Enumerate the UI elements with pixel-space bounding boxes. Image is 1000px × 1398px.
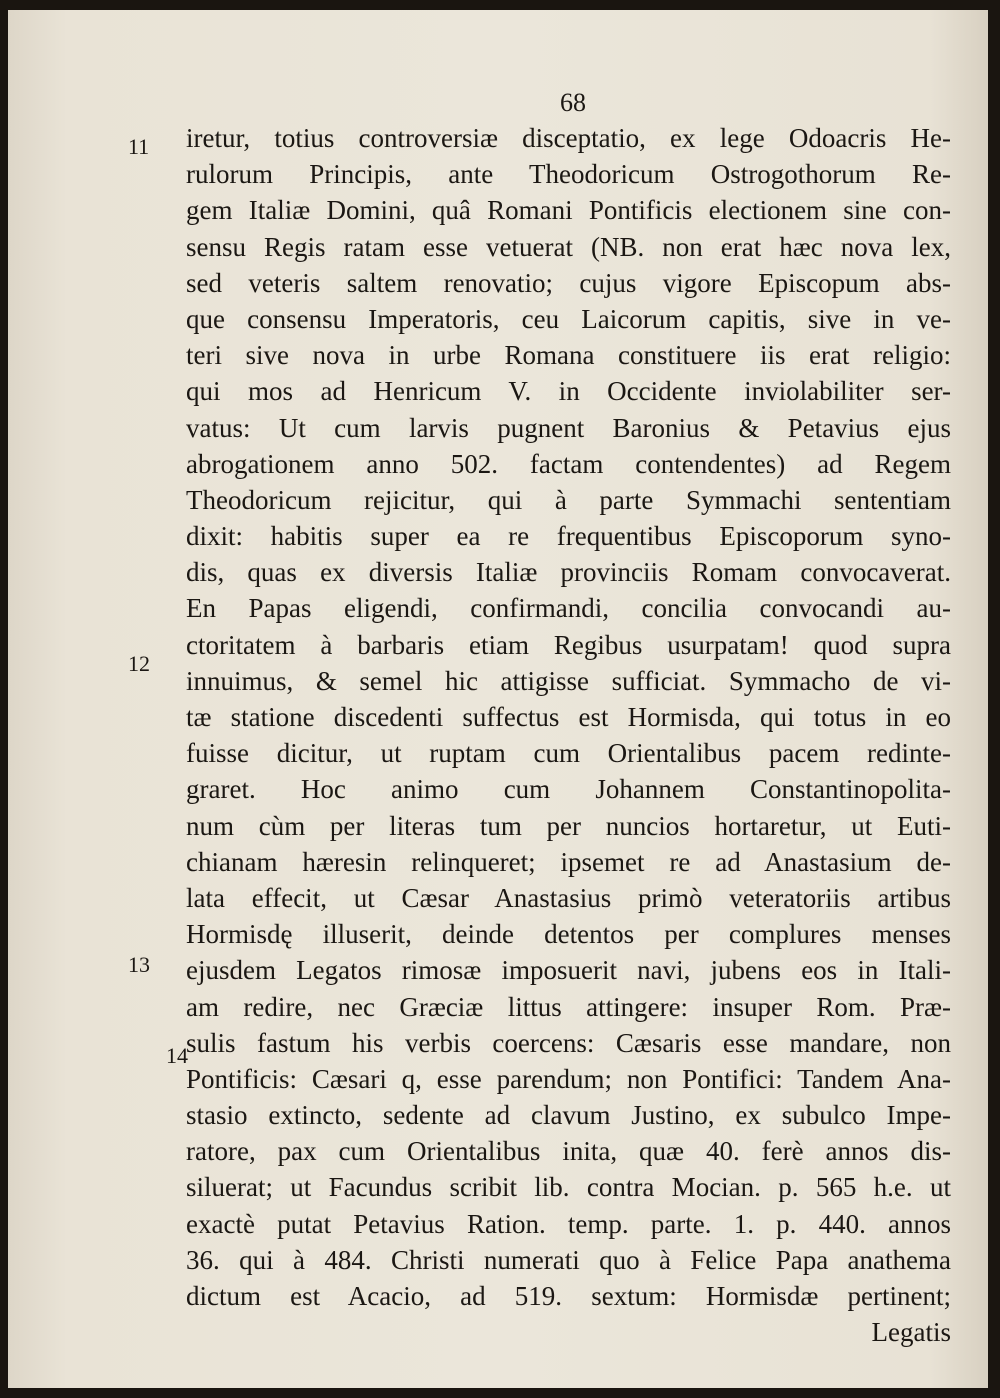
text-line: abrogationem anno 502. factam contendentes) ad Regem	[186, 448, 951, 479]
page-number: 68	[560, 88, 586, 117]
text-block	[186, 120, 951, 1350]
text-line: que consensu Imperatoris, ceu Laicorum capitis, sive in ve-	[186, 303, 951, 334]
text-line: sensu Regis ratam esse vetuerat (NB. non erat hæc nova lex,	[186, 231, 951, 262]
text-line: teri sive nova in urbe Romana constituere iis erat religio:	[186, 340, 951, 371]
text-line: ejusdem Legatos rimosæ imposuerit navi, jubens eos in Itali-	[186, 955, 951, 986]
text-line: dixit: habitis super ea re frequentibus Episcoporum syno-	[186, 521, 951, 552]
text-line: qui mos ad Henricum V. in Occidente inviolabiliter ser-	[186, 376, 951, 407]
book-page	[8, 10, 988, 1388]
margin-number: 11	[128, 134, 150, 159]
text-line: Pontificis: Cæsari q, esse parendum; non Pontifici: Tandem Ana-	[186, 1063, 951, 1094]
text-line: lata effecit, ut Cæsar Anastasius primò veteratoriis artibus	[186, 882, 951, 913]
text-line: sed veteris saltem renovatio; cujus vigore Episcopum abs-	[186, 267, 951, 298]
text-line: ctoritatem à barbaris etiam Regibus usurpatam! quod supra	[186, 629, 951, 660]
text-line: stasio extincto, sedente ad clavum Justino, ex subulco Impe-	[186, 1100, 951, 1131]
margin-number: 14	[166, 1043, 188, 1068]
text-line: dis, quas ex diversis Italiæ provinciis Romam convocaverat.	[186, 557, 951, 588]
text-line: am redire, nec Græciæ littus attingere: insuper Rom. Præ-	[186, 991, 951, 1022]
text-line: vatus: Ut cum larvis pugnent Baronius & Petavius ejus	[186, 412, 951, 443]
text-line: 36. qui à 484. Christi numerati quo à Felice Papa anathema	[186, 1244, 951, 1275]
text-line: fuisse dicitur, ut ruptam cum Orientalibus pacem redinte-	[186, 738, 951, 769]
margin-number: 12	[128, 651, 150, 676]
text-line: graret. Hoc animo cum Johannem Constantinopolita-	[186, 774, 951, 805]
text-line: num cùm per literas tum per nuncios hortaretur, ut Euti-	[186, 810, 951, 841]
text-line: dictum est Acacio, ad 519. sextum: Hormisdæ pertinent;	[186, 1281, 951, 1311]
text-line: exactè putat Petavius Ration. temp. parte. 1. p. 440. annos	[186, 1208, 951, 1239]
text-line: innuimus, & semel hic attigisse sufficiat. Symmacho de vi-	[186, 665, 951, 696]
text-line: Theodoricum rejicitur, qui à parte Symmachi sententiam	[186, 484, 951, 515]
text-line: siluerat; ut Facundus scribit lib. contra Mocian. p. 565 h.e. ut	[186, 1172, 951, 1203]
text-line: sulis fastum his verbis coercens: Cæsaris esse mandare, non	[186, 1027, 951, 1058]
text-line: En Papas eligendi, confirmandi, concilia convocandi au-	[186, 593, 951, 624]
margin-number: 13	[128, 952, 150, 977]
text-line: rulorum Principis, ante Theodoricum Ostrogothorum Re-	[186, 159, 951, 190]
catchword: Legatis	[871, 1317, 951, 1348]
text-line: iretur, totius controversiæ disceptatio, ex lege Odoacris He-	[186, 123, 951, 153]
text-line: chianam hæresin relinqueret; ipsemet re ad Anastasium de-	[186, 846, 951, 877]
text-line: Hormisdę illuserit, deinde detentos per complures menses	[186, 919, 951, 950]
text-line: ratore, pax cum Orientalibus inita, quæ 40. ferè annos dis-	[186, 1136, 951, 1167]
text-line: tæ statione discedenti suffectus est Hormisda, qui totus in eo	[186, 702, 951, 732]
text-line: gem Italiæ Domini, quâ Romani Pontificis electionem sine con-	[186, 195, 951, 226]
